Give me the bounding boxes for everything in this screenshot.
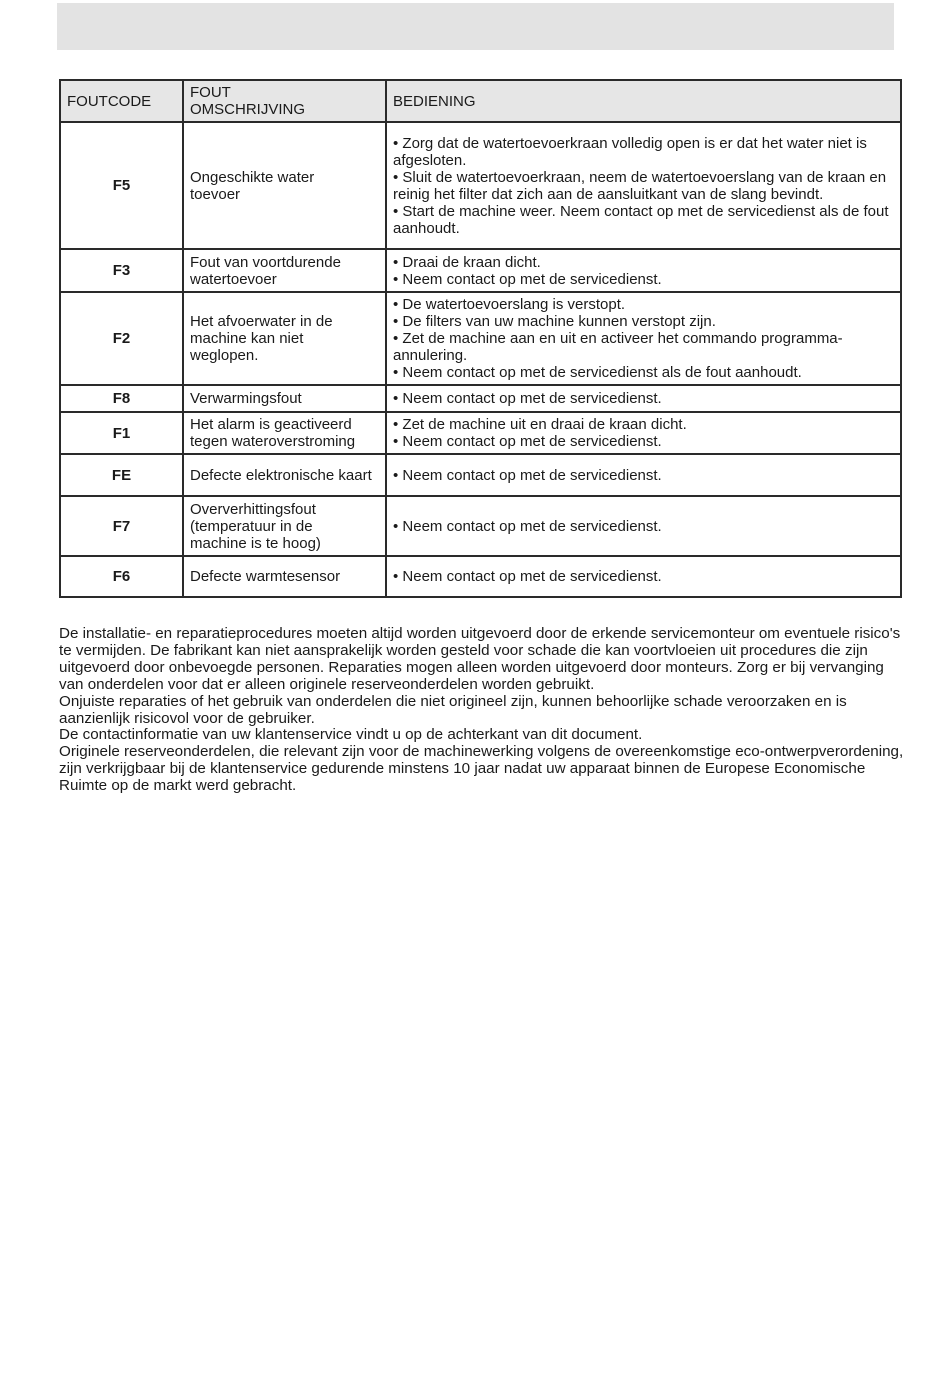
table-row bbox=[60, 122, 901, 249]
action-item: • Start de machine weer. Neem contact op met de servicedienst als de fout aanhoudt. bbox=[393, 202, 889, 237]
action-item: • Neem contact op met de servicedienst. bbox=[393, 466, 662, 484]
error-code: F6 bbox=[60, 556, 183, 597]
error-code: F5 bbox=[60, 122, 183, 249]
header-description bbox=[183, 80, 386, 122]
error-actions bbox=[386, 122, 901, 249]
notes-paragraph: Onjuiste reparaties of het gebruik van onderdelen die niet origineel zijn, kunnen behoorlijke schade veroorzaken en is aanzienlijk risicovol voor de gebruiker. bbox=[59, 692, 847, 727]
table-header-row bbox=[60, 80, 901, 122]
error-actions bbox=[386, 412, 901, 454]
error-description: Het afvoerwater in de machine kan niet weglopen. bbox=[183, 292, 386, 385]
action-item: • Neem contact op met de servicedienst. bbox=[393, 390, 662, 407]
notes-paragraph: Originele reserveonderdelen, die relevant zijn voor de machinewerking volgens de overeenkomstige eco-ontwerpverordening, zijn verkrijgbaar bij de klantenservice gedurende minstens 10 jaar nadat uw apparaat binnen de Europese Economische Ruimte op de markt werd gebracht. bbox=[59, 743, 904, 795]
error-description: Defecte elektronische kaart bbox=[183, 454, 386, 496]
error-description: Oververhittingsfout (temperatuur in de machine is te hoog) bbox=[183, 496, 386, 556]
error-description: Ongeschikte water toevoer bbox=[183, 122, 386, 249]
error-actions bbox=[386, 556, 901, 597]
table-row bbox=[60, 385, 901, 412]
table-row bbox=[60, 292, 901, 385]
error-actions bbox=[386, 385, 901, 412]
action-item: • Neem contact op met de servicedienst. bbox=[393, 517, 662, 535]
action-item: • Zet de machine uit en draai de kraan dicht. bbox=[393, 416, 687, 433]
header-action: BEDIENING bbox=[386, 80, 901, 122]
action-item: • De filters van uw machine kunnen verstopt zijn. bbox=[393, 313, 716, 330]
error-actions bbox=[386, 292, 901, 385]
error-actions bbox=[386, 454, 901, 496]
action-item: • Neem contact op met de servicedienst. bbox=[393, 433, 662, 450]
error-code: F8 bbox=[60, 385, 183, 412]
notes-paragraph: De contactinformatie van uw klantenservice vindt u op de achterkant van dit document. bbox=[59, 726, 643, 744]
action-item: • Neem contact op met de servicedienst als de fout aanhoudt. bbox=[393, 364, 802, 381]
header-description-line1: FOUT bbox=[190, 84, 231, 101]
table-row bbox=[60, 412, 901, 454]
table-row bbox=[60, 556, 901, 597]
error-description: Verwarmingsfout bbox=[183, 385, 386, 412]
action-item: • Draai de kraan dicht. bbox=[393, 253, 541, 271]
action-item: • Sluit de watertoevoerkraan, neem de watertoevoerslang van de kraan en reinig het filter dat zich aan de aansluitkant van de slang bevindt. bbox=[393, 168, 887, 203]
error-actions bbox=[386, 496, 901, 556]
error-code: F1 bbox=[60, 412, 183, 454]
table-row bbox=[60, 249, 901, 292]
header-band bbox=[57, 3, 894, 50]
header-description-line2: OMSCHRIJVING bbox=[190, 101, 306, 118]
service-notes bbox=[59, 626, 904, 795]
error-code: F2 bbox=[60, 292, 183, 385]
error-code: F7 bbox=[60, 496, 183, 556]
error-code: FE bbox=[60, 454, 183, 496]
table-row bbox=[60, 496, 901, 556]
action-item: • Zorg dat de watertoevoerkraan volledig open is er dat het water niet is afgesloten. bbox=[393, 134, 867, 169]
error-code: F3 bbox=[60, 249, 183, 292]
action-item: • Neem contact op met de servicedienst. bbox=[393, 270, 662, 288]
error-description: Het alarm is geactiveerd tegen wateroverstroming bbox=[183, 412, 386, 454]
action-item: • Zet de machine aan en uit en activeer het commando programma-annulering. bbox=[393, 330, 843, 364]
table-row bbox=[60, 454, 901, 496]
error-code-table bbox=[59, 79, 902, 598]
action-item: • De watertoevoerslang is verstopt. bbox=[393, 296, 626, 313]
error-actions bbox=[386, 249, 901, 292]
error-description: Defecte warmtesensor bbox=[183, 556, 386, 597]
notes-paragraph: De installatie- en reparatieprocedures moeten altijd worden uitgevoerd door de erkende servicemonteur om eventuele risico's te vermijden. De fabrikant kan niet aansprakelijk worden gesteld voor schade die kan voortvloeien uit procedures die zijn uitgevoerd door onbevoegde personen. Reparaties mogen alleen worden uitgevoerd door monteurs. Zorg er bij vervanging van onderdelen voor dat er alleen originele reserveonderdelen worden gebruikt. bbox=[59, 625, 901, 693]
action-item: • Neem contact op met de servicedienst. bbox=[393, 568, 662, 585]
header-code: FOUTCODE bbox=[60, 80, 183, 122]
error-description: Fout van voortdurende watertoevoer bbox=[183, 249, 386, 292]
